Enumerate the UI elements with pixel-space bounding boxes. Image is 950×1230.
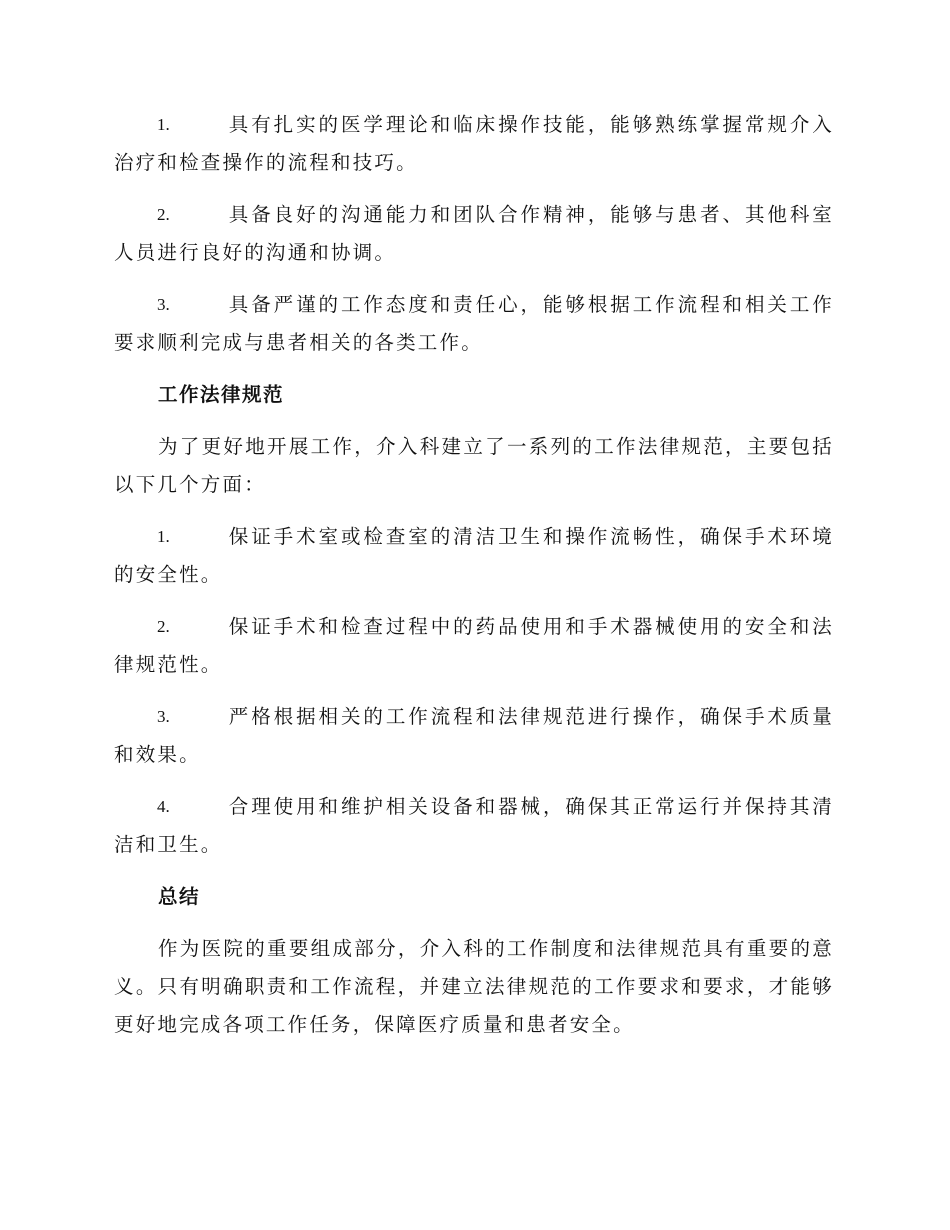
list-number: 1. bbox=[157, 115, 170, 134]
list-number: 4. bbox=[157, 797, 170, 816]
list-number: 3. bbox=[157, 707, 170, 726]
list-item-text: 保证手术和检查过程中的药品使用和手术器械使用的安全和法律规范性。 bbox=[114, 615, 834, 676]
list-item bbox=[114, 518, 834, 594]
document-page bbox=[114, 106, 834, 1044]
list-item-text: 合理使用和维护相关设备和器械，确保其正常运行并保持其清洁和卫生。 bbox=[114, 795, 834, 856]
list-number: 2. bbox=[157, 205, 170, 224]
list-item-text: 具备良好的沟通能力和团队合作精神，能够与患者、其他科室人员进行良好的沟通和协调。 bbox=[114, 203, 834, 264]
list-item bbox=[114, 106, 834, 182]
list-item-text: 保证手术室或检查室的清洁卫生和操作流畅性，确保手术环境的安全性。 bbox=[114, 525, 834, 586]
summary-paragraph: 作为医院的重要组成部分，介入科的工作制度和法律规范具有重要的意义。只有明确职责和工作流程，并建立法律规范的工作要求和要求，才能够更好地完成各项工作任务，保障医疗质量和患者安全。 bbox=[114, 937, 834, 1036]
list-item bbox=[114, 196, 834, 272]
list-item bbox=[114, 788, 834, 864]
list-number: 2. bbox=[157, 617, 170, 636]
section-heading-legal-norms: 工作法律规范 bbox=[158, 383, 285, 406]
list-item-text: 具备严谨的工作态度和责任心，能够根据工作流程和相关工作要求顺利完成与患者相关的各类工作。 bbox=[114, 293, 834, 354]
list-number: 1. bbox=[157, 527, 170, 546]
section-heading-summary: 总结 bbox=[158, 885, 201, 908]
list-item bbox=[114, 698, 834, 774]
list-item bbox=[114, 286, 834, 362]
section-intro: 为了更好地开展工作，介入科建立了一系列的工作法律规范，主要包括以下几个方面： bbox=[114, 435, 834, 496]
list-number: 3. bbox=[157, 295, 170, 314]
list-item-text: 具有扎实的医学理论和临床操作技能，能够熟练掌握常规介入治疗和检查操作的流程和技巧。 bbox=[114, 113, 834, 174]
list-item-text: 严格根据相关的工作流程和法律规范进行操作，确保手术质量和效果。 bbox=[114, 705, 834, 766]
list-item bbox=[114, 608, 834, 684]
